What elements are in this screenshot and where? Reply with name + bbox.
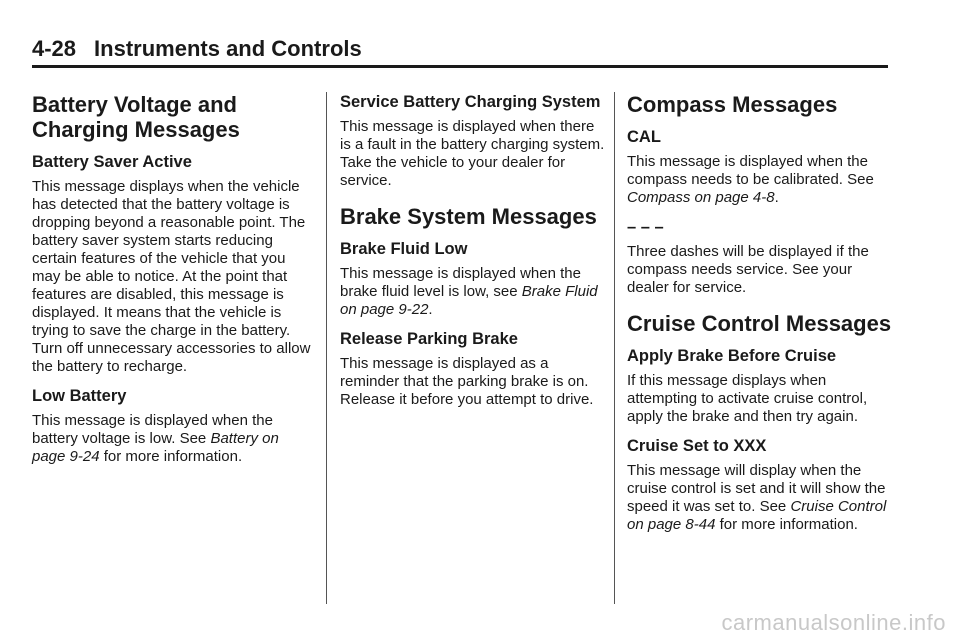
- heading-release-parking: Release Parking Brake: [340, 330, 518, 348]
- text: .: [774, 189, 779, 206]
- column-2: [340, 78, 608, 415]
- heading-cruise-set: Cruise Set to XXX: [627, 437, 767, 455]
- heading-low-battery: Low Battery: [32, 387, 127, 405]
- xref-cruise-control[interactable]: Cruise Control on page 8-44: [627, 498, 887, 533]
- paragraph-brake-fluid: [340, 265, 608, 319]
- xref-brake-fluid[interactable]: Brake Fluid on page 9-22: [340, 283, 598, 318]
- paragraph-service-battery: This message is displayed when there is a fault in the battery charging system. Take the vehicle to your dealer for service.: [340, 118, 605, 189]
- heading-battery-saver: Battery Saver Active: [32, 153, 192, 171]
- xref-battery[interactable]: Battery on page 9-24: [32, 430, 279, 465]
- page-header: [32, 36, 888, 62]
- paragraph-cruise-set: [627, 462, 895, 534]
- paragraph-battery-saver: This message displays when the vehicle has detected that the battery voltage is dropping beyond a reasonable point. The battery saver system starts reducing certain features of the vehicle that you may be able to notice. At the point that features are disabled, this message is displayed. It means that the vehicle is trying to save the charge in the battery. Turn off unnecessary accessories to allow the battery to recharge.: [32, 178, 311, 375]
- paragraph-dashes: Three dashes will be displayed if the compass needs service. See your dealer for service.: [627, 243, 869, 296]
- heading-cruise-control: Cruise Control Messages: [627, 311, 892, 336]
- column-divider-1: [326, 92, 327, 604]
- text: .: [428, 301, 433, 318]
- column-3: [627, 78, 895, 540]
- text: This message will display when the cruise control is set and it will show the speed it was set to. See: [627, 462, 886, 515]
- chapter-title: Instruments and Controls: [94, 36, 362, 61]
- heading-cal: CAL: [627, 128, 661, 146]
- heading-brake-fluid: Brake Fluid Low: [340, 240, 468, 258]
- paragraph-low-battery: [32, 412, 314, 466]
- text: for more information.: [715, 516, 858, 533]
- page-number: 4-28: [32, 36, 77, 61]
- paragraph-cal: [627, 153, 895, 207]
- text: for more information.: [99, 448, 243, 465]
- heading-service-battery: Service Battery Charging System: [340, 93, 601, 111]
- heading-dashes: – – –: [627, 218, 664, 236]
- xref-compass[interactable]: Compass on page 4-8: [627, 189, 775, 206]
- heading-brake-system: Brake System Messages: [340, 204, 597, 229]
- paragraph-release-parking: This message is displayed as a reminder that the parking brake is on. Release it before you attempt to drive.: [340, 355, 594, 408]
- column-divider-2: [614, 92, 615, 604]
- paragraph-apply-brake: If this message displays when attempting to activate cruise control, apply the brake and then try again.: [627, 372, 868, 425]
- text: This message is displayed when the compass needs to be calibrated. See: [627, 153, 874, 188]
- watermark: carmanualsonline.info: [721, 610, 946, 635]
- text: This message is displayed when the brake fluid level is low, see: [340, 265, 581, 300]
- column-1: [32, 78, 314, 472]
- header-rule: [32, 65, 888, 68]
- text: This message is displayed when the battery voltage is low. See: [32, 412, 273, 447]
- heading-battery-voltage: Battery Voltage and Charging Messages: [32, 92, 240, 142]
- heading-apply-brake: Apply Brake Before Cruise: [627, 347, 837, 365]
- heading-compass: Compass Messages: [627, 92, 838, 117]
